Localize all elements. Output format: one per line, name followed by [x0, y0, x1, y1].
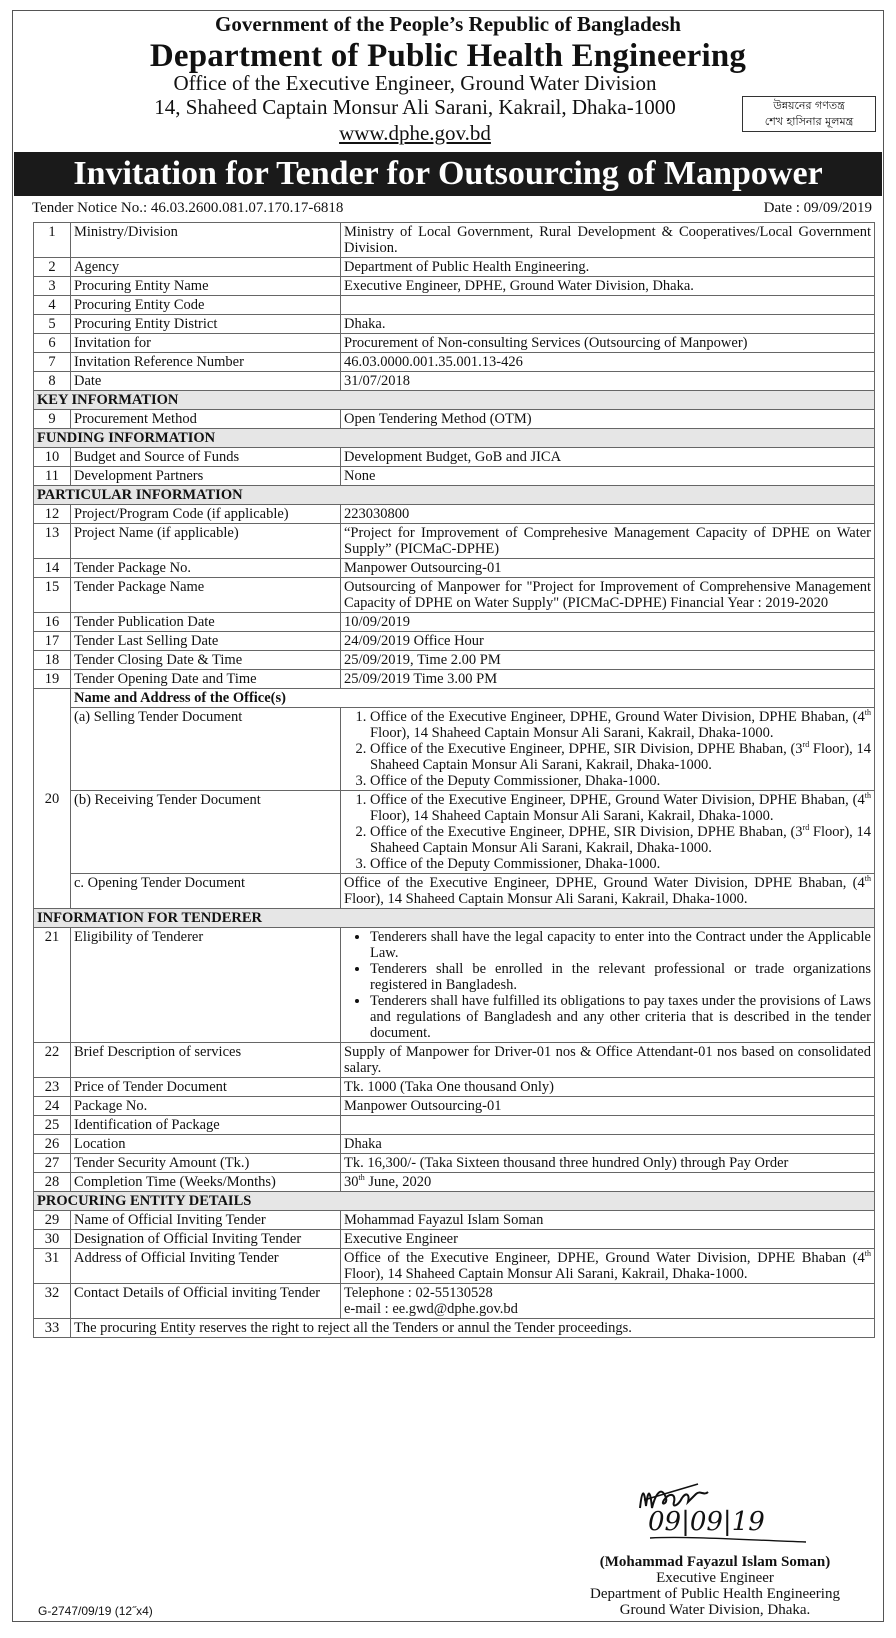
row-number: 2 — [34, 258, 71, 277]
row-label: Tender Publication Date — [71, 613, 341, 632]
row-value: Mohammad Fayazul Islam Soman — [341, 1211, 875, 1230]
row-number: 1 — [34, 223, 71, 258]
contact-email[interactable]: e-mail : ee.gwd@dphe.gov.bd — [344, 1301, 518, 1317]
table-row — [34, 1319, 875, 1338]
row-number: 24 — [34, 1097, 71, 1116]
table-row — [34, 651, 875, 670]
table-row — [34, 689, 875, 708]
selling-document-offices — [341, 708, 875, 791]
row-label: Budget and Source of Funds — [71, 448, 341, 467]
selling-office-list — [344, 709, 871, 789]
row-number: 31 — [34, 1249, 71, 1284]
office-address: 14, Shaheed Captain Monsur Ali Sarani, Kakrail, Dhaka-1000 — [154, 95, 676, 119]
row-label: Project/Program Code (if applicable) — [71, 505, 341, 524]
receiving-document-label: (b) Receiving Tender Document — [71, 791, 341, 874]
slogan-line-1: উন্নয়নের গণতন্ত্র — [773, 99, 845, 112]
office-name: Office of the Executive Engineer, Ground Water Division — [173, 71, 657, 95]
table-row — [34, 1097, 875, 1116]
row-label: Completion Time (Weeks/Months) — [71, 1173, 341, 1192]
table-row — [34, 353, 875, 372]
row-label: Date — [71, 372, 341, 391]
tender-table — [33, 222, 875, 1338]
list-item: • Tenderers shall be enrolled in the relevant professional or trade organizations registered in Bangladesh. — [370, 961, 871, 993]
row-value: Dhaka — [341, 1135, 875, 1154]
row-number: 12 — [34, 505, 71, 524]
list-item: 1. Office of the Executive Engineer, DPHE, Ground Water Division, DPHE Bhaban, (4th Floor), 14 Shaheed Captain Monsur Ali Sarani, Kakrail, Dhaka-1000. — [370, 709, 871, 741]
row-number: 29 — [34, 1211, 71, 1230]
signer-department: Department of Public Health Engineering — [590, 1586, 840, 1602]
table-row — [34, 410, 875, 429]
row-number: 7 — [34, 353, 71, 372]
row-value: Outsourcing of Manpower for "Project for Improvement of Comprehensive Management Capacity of DPHE on Water Supply" (PICMaC-DPHE) Financial Year : 2019-2020 — [341, 578, 875, 613]
section-title: INFORMATION FOR TENDERER — [34, 909, 875, 928]
row-number: 23 — [34, 1078, 71, 1097]
table-row — [34, 1230, 875, 1249]
row-label: Procurement Method — [71, 410, 341, 429]
table-row — [34, 632, 875, 651]
table-row — [34, 448, 875, 467]
table-row — [34, 1116, 875, 1135]
row-number: 10 — [34, 448, 71, 467]
row-value: Ministry of Local Government, Rural Development & Cooperatives/Local Government Division. — [341, 223, 875, 258]
row-number: 14 — [34, 559, 71, 578]
row-number: 5 — [34, 315, 71, 334]
row-value: Manpower Outsourcing-01 — [341, 559, 875, 578]
table-row — [34, 1249, 875, 1284]
row-value: “Project for Improvement of Comprehesive Management Capacity of DPHE on Water Supply” (PICMaC-DPHE) — [341, 524, 875, 559]
table-row — [34, 578, 875, 613]
row-number: 17 — [34, 632, 71, 651]
row-label: Invitation for — [71, 334, 341, 353]
row-label: Tender Package No. — [71, 559, 341, 578]
table-row — [34, 1211, 875, 1230]
row-number: 32 — [34, 1284, 71, 1319]
table-row — [34, 1135, 875, 1154]
table-row — [34, 1154, 875, 1173]
section-title: PROCURING ENTITY DETAILS — [34, 1192, 875, 1211]
row-number: 33 — [34, 1319, 71, 1338]
table-row — [34, 791, 875, 874]
section-particular-information — [34, 486, 875, 505]
table-row — [34, 524, 875, 559]
selling-document-label: (a) Selling Tender Document — [71, 708, 341, 791]
table-row — [34, 1284, 875, 1319]
row-value: Office of the Executive Engineer, DPHE, Ground Water Division, DPHE Bhaban (4th Floor), 14 Shaheed Captain Monsur Ali Sarani, Kakrail, Dhaka-1000. — [341, 1249, 875, 1284]
tender-notice-date: Date : 09/09/2019 — [763, 200, 872, 216]
row-value: Development Budget, GoB and JICA — [341, 448, 875, 467]
row-number: 26 — [34, 1135, 71, 1154]
table-row — [34, 296, 875, 315]
row-label: Eligibility of Tenderer — [71, 928, 341, 1043]
svg-text:09|09|19: 09|09|19 — [648, 1507, 765, 1537]
table-row — [34, 372, 875, 391]
row-label: Agency — [71, 258, 341, 277]
row-value: Tk. 1000 (Taka One thousand Only) — [341, 1078, 875, 1097]
tender-notice-number: Tender Notice No.: 46.03.2600.081.07.170.17-6818 — [32, 200, 344, 216]
section-funding-information — [34, 429, 875, 448]
row-value: Department of Public Health Engineering. — [341, 258, 875, 277]
row-label: Procuring Entity Name — [71, 277, 341, 296]
website-link[interactable]: www.dphe.gov.bd — [339, 121, 491, 145]
row-label: Identification of Package — [71, 1116, 341, 1135]
row-label: Address of Official Inviting Tender — [71, 1249, 341, 1284]
row-label: Tender Opening Date and Time — [71, 670, 341, 689]
row-label: Tender Closing Date & Time — [71, 651, 341, 670]
department-heading: Department of Public Health Engineering — [149, 38, 747, 74]
gov-heading: Government of the People’s Republic of Bangladesh — [215, 12, 681, 36]
row-label: Development Partners — [71, 467, 341, 486]
row-value: 31/07/2018 — [341, 372, 875, 391]
row-label: Project Name (if applicable) — [71, 524, 341, 559]
row-number: 21 — [34, 928, 71, 1043]
receiving-office-list — [344, 792, 871, 872]
table-row — [34, 467, 875, 486]
table-row — [34, 505, 875, 524]
row-label: Brief Description of services — [71, 1043, 341, 1078]
row-label: Contact Details of Official inviting Tender — [71, 1284, 341, 1319]
row-value: 46.03.0000.001.35.001.13-426 — [341, 353, 875, 372]
row-value: 223030800 — [341, 505, 875, 524]
list-item: 3. Office of the Deputy Commissioner, Dhaka-1000. — [370, 773, 871, 789]
row-value: Manpower Outsourcing-01 — [341, 1097, 875, 1116]
table-row — [34, 315, 875, 334]
signer-name: (Mohammad Fayazul Islam Soman) — [599, 1554, 831, 1570]
section-key-information — [34, 391, 875, 410]
row-label: Name of Official Inviting Tender — [71, 1211, 341, 1230]
row-value: 30th June, 2020 — [341, 1173, 875, 1192]
signer-block — [560, 1554, 870, 1618]
table-row — [34, 874, 875, 909]
table-row — [34, 1173, 875, 1192]
section-title: PARTICULAR INFORMATION — [34, 486, 875, 505]
handwritten-signature — [638, 1478, 808, 1548]
table-row — [34, 334, 875, 353]
list-item: • Tenderers shall have fulfilled its obligations to pay taxes under the provisions of Laws and regulations of Bangladesh and any other criteria that is described in the tender document. — [370, 993, 871, 1041]
row-number: 8 — [34, 372, 71, 391]
signer-division: Ground Water Division, Dhaka. — [619, 1602, 811, 1618]
row-value: Supply of Manpower for Driver-01 nos & Office Attendant-01 nos based on consolidated salary. — [341, 1043, 875, 1078]
row-value: 24/09/2019 Office Hour — [341, 632, 875, 651]
opening-document-office: Office of the Executive Engineer, DPHE, Ground Water Division, DPHE Bhaban, (4th Floor), 14 Shaheed Captain Monsur Ali Sarani, Kakrail, Dhaka-1000. — [341, 874, 875, 909]
row-value: None — [341, 467, 875, 486]
row-number: 16 — [34, 613, 71, 632]
row-label: Procuring Entity Code — [71, 296, 341, 315]
row-number: 11 — [34, 467, 71, 486]
signer-title: Executive Engineer — [656, 1570, 774, 1586]
row-value: Executive Engineer, DPHE, Ground Water Division, Dhaka. — [341, 277, 875, 296]
contact-phone: Telephone : 02-55130528 — [344, 1285, 493, 1301]
row-label: Tender Package Name — [71, 578, 341, 613]
table-row — [34, 258, 875, 277]
table-row — [34, 708, 875, 791]
office-addresses-title: Name and Address of the Office(s) — [71, 689, 875, 708]
row-value: Tk. 16,300/- (Taka Sixteen thousand three hundred Only) through Pay Order — [341, 1154, 875, 1173]
row-number: 20 — [34, 689, 71, 909]
row-value: 25/09/2019, Time 2.00 PM — [341, 651, 875, 670]
list-item: 3. Office of the Deputy Commissioner, Dhaka-1000. — [370, 856, 871, 872]
row-number: 18 — [34, 651, 71, 670]
slogan-box — [742, 96, 876, 132]
row-value — [341, 296, 875, 315]
table-row — [34, 613, 875, 632]
row-value — [341, 1116, 875, 1135]
table-row — [34, 670, 875, 689]
row-number: 19 — [34, 670, 71, 689]
row-number: 4 — [34, 296, 71, 315]
section-information-for-tenderer — [34, 909, 875, 928]
row-number: 9 — [34, 410, 71, 429]
row-number: 25 — [34, 1116, 71, 1135]
table-row — [34, 1043, 875, 1078]
section-title: KEY INFORMATION — [34, 391, 875, 410]
row-number: 28 — [34, 1173, 71, 1192]
section-procuring-entity-details — [34, 1192, 875, 1211]
row-label: Tender Last Selling Date — [71, 632, 341, 651]
row-number: 30 — [34, 1230, 71, 1249]
row-number: 27 — [34, 1154, 71, 1173]
row-label: Procuring Entity District — [71, 315, 341, 334]
row-label: Ministry/Division — [71, 223, 341, 258]
table-row — [34, 559, 875, 578]
row-number: 6 — [34, 334, 71, 353]
tender-title-banner: Invitation for Tender for Outsourcing of Manpower — [14, 152, 882, 196]
table-row — [34, 928, 875, 1043]
row-value: Dhaka. — [341, 315, 875, 334]
row-label: Location — [71, 1135, 341, 1154]
reservation-clause: The procuring Entity reserves the right to reject all the Tenders or annul the Tender proceedings. — [71, 1319, 875, 1338]
row-number: 22 — [34, 1043, 71, 1078]
receiving-document-offices — [341, 791, 875, 874]
row-value: Executive Engineer — [341, 1230, 875, 1249]
row-label: Package No. — [71, 1097, 341, 1116]
opening-document-label: c. Opening Tender Document — [71, 874, 341, 909]
row-number: 15 — [34, 578, 71, 613]
row-number: 3 — [34, 277, 71, 296]
footer-reference: G-2747/09/19 (12˝x4) — [38, 1604, 153, 1618]
row-value: Procurement of Non-consulting Services (Outsourcing of Manpower) — [341, 334, 875, 353]
row-label: Designation of Official Inviting Tender — [71, 1230, 341, 1249]
list-item: 2. Office of the Executive Engineer, DPHE, SIR Division, DPHE Bhaban, (3rd Floor), 14 Shaheed Captain Monsur Ali Sarani, Kakrail, Dhaka-1000. — [370, 741, 871, 773]
slogan-line-2: শেখ হাসিনার মূলমন্ত্র — [764, 115, 854, 128]
table-row — [34, 223, 875, 258]
row-number: 13 — [34, 524, 71, 559]
row-label: Invitation Reference Number — [71, 353, 341, 372]
row-label: Price of Tender Document — [71, 1078, 341, 1097]
list-item: 2. Office of the Executive Engineer, DPHE, SIR Division, DPHE Bhaban, (3rd Floor), 14 Shaheed Captain Monsur Ali Sarani, Kakrail, Dhaka-1000. — [370, 824, 871, 856]
row-value: 25/09/2019 Time 3.00 PM — [341, 670, 875, 689]
table-row — [34, 277, 875, 296]
row-value: 10/09/2019 — [341, 613, 875, 632]
list-item: • Tenderers shall have the legal capacity to enter into the Contract under the Applicable Law. — [370, 929, 871, 961]
table-row — [34, 1078, 875, 1097]
eligibility-list — [344, 929, 871, 1041]
row-value: Open Tendering Method (OTM) — [341, 410, 875, 429]
row-label: Tender Security Amount (Tk.) — [71, 1154, 341, 1173]
list-item: 1. Office of the Executive Engineer, DPHE, Ground Water Division, DPHE Bhaban, (4th Floor), 14 Shaheed Captain Monsur Ali Sarani, Kakrail, Dhaka-1000. — [370, 792, 871, 824]
section-title: FUNDING INFORMATION — [34, 429, 875, 448]
eligibility-list-cell — [341, 928, 875, 1043]
contact-details — [341, 1284, 875, 1319]
